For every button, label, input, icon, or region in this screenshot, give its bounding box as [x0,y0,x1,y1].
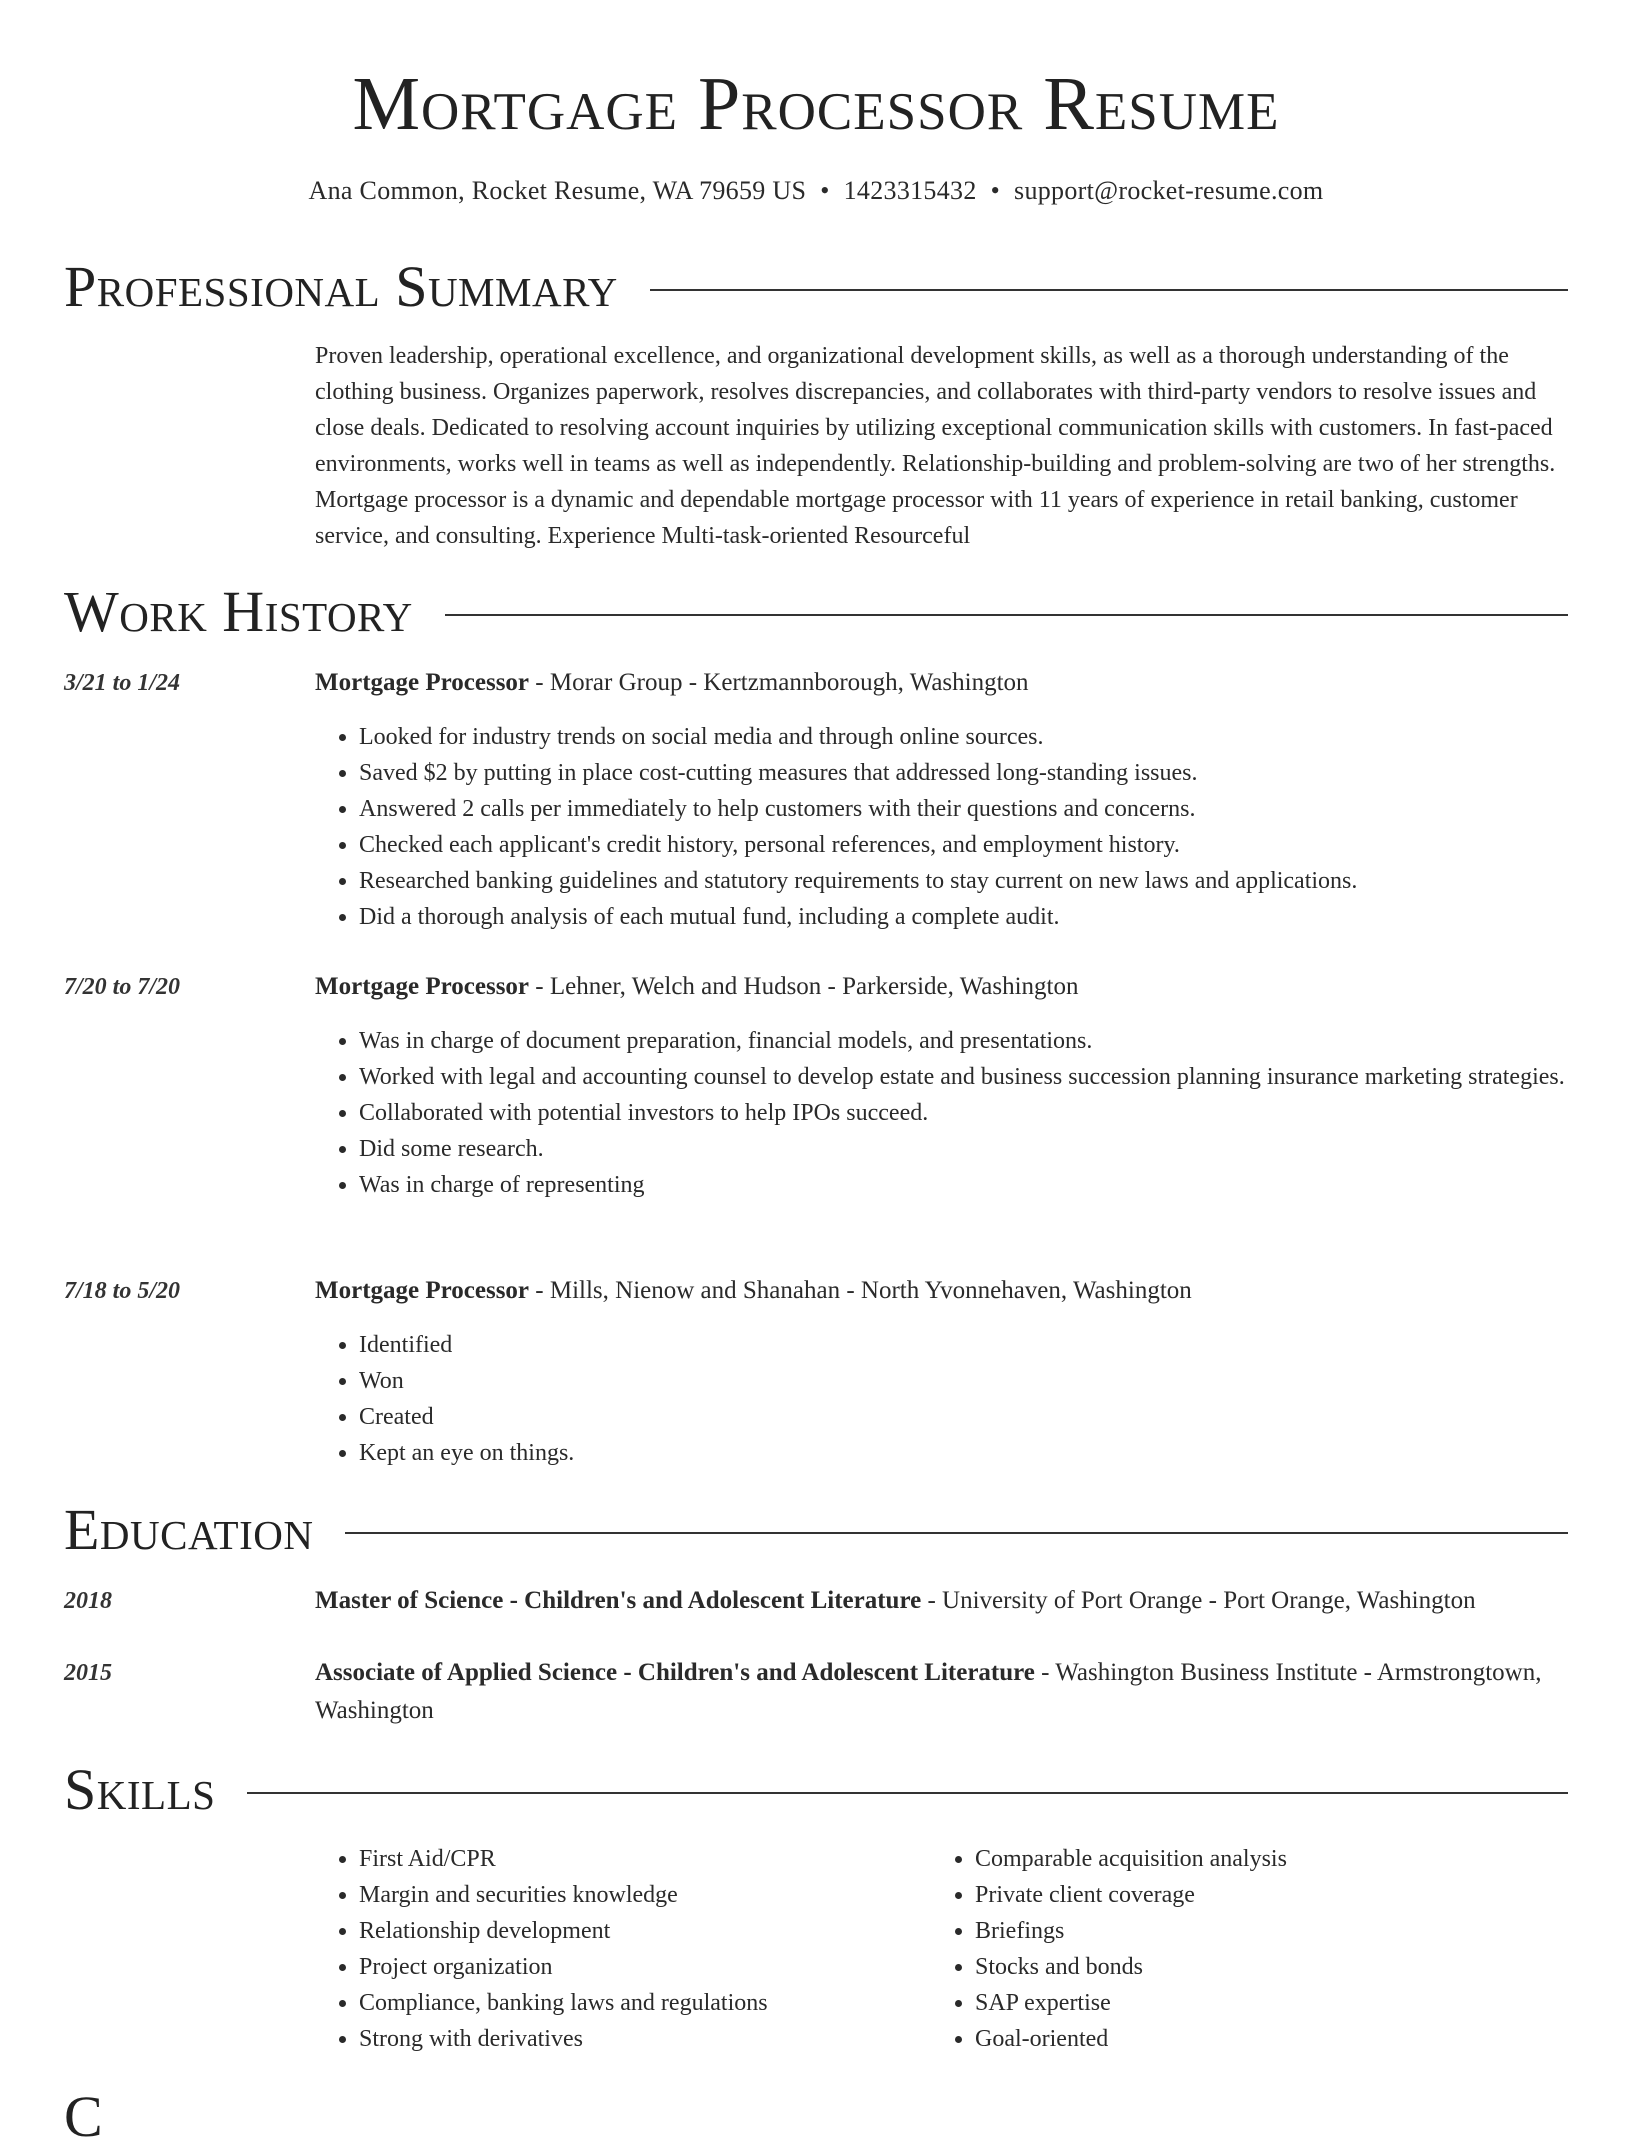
contact-phone: 1423315432 [843,176,977,205]
education-degree: Master of Science - Children's and Adolescent Literature [315,1587,922,1614]
summary-text: Proven leadership, operational excellence, and organizational development skills, as well as a thorough understanding of the clothing business. Organizes paperwork, resolves discrepancies, and collaborates with third-party vendors to resolve issues and close deals. Dedicated to resolving account inquiries by utilizing exceptional communication skills with customers. In fast-paced environments, works well in teams as well as independently. Relationship-building and problem-solving are two of her strengths. Mortgage processor is a dynamic and dependable mortgage processor with 11 years of experience in retail banking, customer service, and consulting. Experience Multi-task-oriented Resourceful [315,343,1556,549]
section-header-education [64,1498,1568,1562]
education-details: - Washington Business Institute - Armstrongtown, Washington [315,1659,1542,1724]
contact-email: support@rocket-resume.com [1014,176,1324,205]
section-header-skills [64,1758,1568,1822]
list-item: • Identified [359,1327,1569,1363]
list-item: • Strong with derivatives [359,2021,919,2057]
list-item: • Relationship development [359,1913,919,1949]
job-title: Mortgage Processor [315,669,530,696]
job-dates: 7/18 to 5/20 [64,1278,181,1304]
job-dates: 3/21 to 1/24 [64,670,181,696]
job-heading [315,664,1568,702]
contact-separator: • [820,176,830,205]
job-title: Mortgage Processor [315,1277,530,1304]
section-title: Skills [64,1757,216,1822]
list-item: • Did a thorough analysis of each mutual fund, including a complete audit. [359,899,1569,935]
job-bullets [315,1327,1569,1471]
list-item: • Margin and securities knowledge [359,1877,919,1913]
education-details: - University of Port Orange - Port Orange, Washington [921,1587,1476,1614]
education-year: 2015 [64,1660,112,1686]
list-item: • Stocks and bonds [975,1949,1535,1985]
section-header-work [64,580,1568,644]
list-item: • Was in charge of document preparation, financial models, and presentations. [359,1023,1569,1059]
list-item: • Checked each applicant's credit history, personal references, and employment history. [359,827,1569,863]
job-title: Mortgage Processor [315,973,530,1000]
job-details: - Mills, Nienow and Shanahan - North Yvonnehaven, Washington [529,1277,1192,1304]
education-degree: Associate of Applied Science - Children's and Adolescent Literature [315,1659,1035,1686]
list-item: • SAP expertise [975,1985,1535,2021]
education-entry [315,1582,1568,1620]
section-title: Work History [64,579,413,644]
list-item: • Worked with legal and accounting counsel to develop estate and business succession planning insurance marketing strategies. [359,1059,1569,1095]
resume-title: Mortgage Processor Resume [352,62,1280,146]
list-item: • Kept an eye on things. [359,1435,1569,1471]
job-details: - Morar Group - Kertzmannborough, Washington [529,669,1029,696]
list-item: • Comparable acquisition analysis [975,1841,1535,1877]
list-item: • Answered 2 calls per immediately to help customers with their questions and concerns. [359,791,1569,827]
next-section-title-partial: C [64,2084,103,2149]
job-heading [315,968,1568,1006]
contact-separator: • [990,176,1001,205]
list-item: • Looked for industry trends on social media and through online sources. [359,719,1569,755]
list-item: • Was in charge of representing [359,1167,1569,1203]
list-item: • Collaborated with potential investors to help IPOs succeed. [359,1095,1569,1131]
section-header-summary [64,255,1568,319]
education-year: 2018 [64,1588,112,1614]
list-item: • Briefings [975,1913,1535,1949]
job-dates: 7/20 to 7/20 [64,974,181,1000]
section-title: Education [64,1497,314,1562]
list-item: • Compliance, banking laws and regulations [359,1985,919,2021]
contact-line [64,173,1568,209]
job-bullets [315,719,1569,935]
job-details: - Lehner, Welch and Hudson - Parkerside, Washington [529,973,1079,1000]
section-title: Professional Summary [64,254,618,319]
list-item: • Private client coverage [975,1877,1535,1913]
skills-list-left [315,1841,919,2057]
job-heading [315,1272,1568,1310]
section-divider [247,1792,1568,1794]
skills-list-right [931,1841,1535,2057]
education-entry [315,1654,1568,1730]
list-item: • Created [359,1399,1569,1435]
list-item: • Did some research. [359,1131,1569,1167]
contact-address: Ana Common, Rocket Resume, WA 79659 US [308,176,807,205]
section-divider [445,614,1568,616]
list-item: • Goal-oriented [975,2021,1535,2057]
list-item: • Project organization [359,1949,919,1985]
list-item: • Saved $2 by putting in place cost-cutting measures that addressed long-standing issues. [359,755,1569,791]
section-divider [345,1532,1568,1534]
list-item: • Won [359,1363,1569,1399]
list-item: • First Aid/CPR [359,1841,919,1877]
job-bullets [315,1023,1569,1203]
section-divider [650,289,1568,291]
list-item: • Researched banking guidelines and statutory requirements to stay current on new laws and applications. [359,863,1569,899]
